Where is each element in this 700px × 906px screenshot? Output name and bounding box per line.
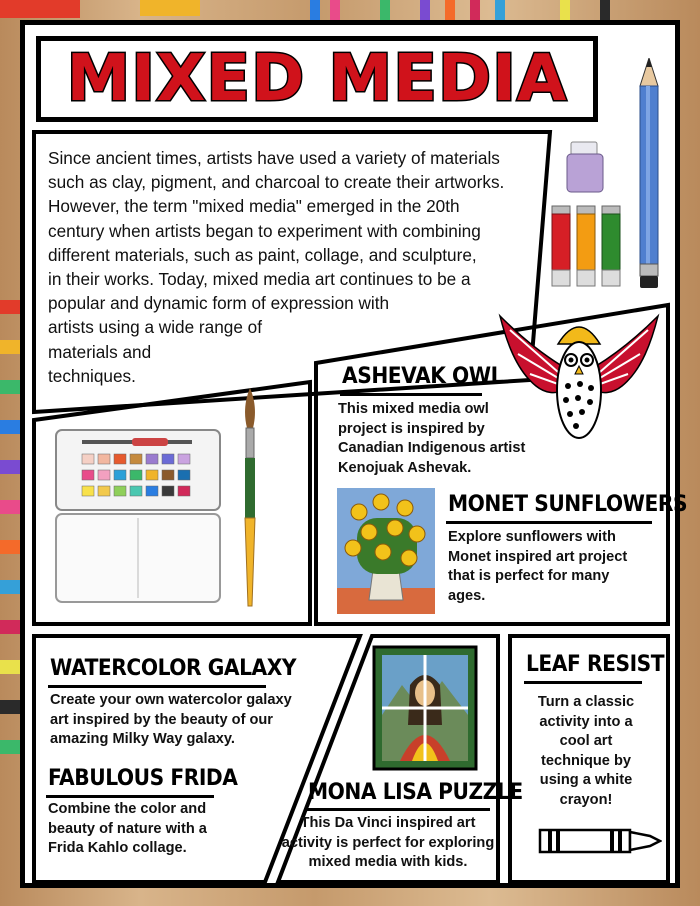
intro-line: techniques.: [48, 365, 136, 386]
text-line: art inspired by the beauty of our: [50, 711, 273, 728]
text-line: crayon!: [559, 791, 613, 808]
glue-bottle-icon: [563, 140, 607, 196]
intro-line: century when artists began to experiment with combining: [48, 220, 481, 241]
intro-paragraph: [48, 146, 528, 388]
text-line: Explore sunflowers with: [448, 529, 616, 545]
watercolor-palette-icon: [52, 426, 224, 606]
intro-line: However, the term "mixed media" emerged in the 20th: [48, 196, 460, 217]
text-line: Combine the color and: [48, 801, 207, 817]
heading-underline: [524, 681, 642, 684]
text-line: activity is perfect for exploring: [281, 834, 495, 851]
fabulous-frida-heading: FABULOUS FRIDA: [48, 766, 238, 791]
paint-tubes-icon: [550, 204, 624, 288]
intro-line: popular and dynamic form of expression with: [48, 293, 390, 314]
intro-line: different materials, such as paint, collage, and sculpture,: [48, 244, 477, 265]
heading-underline: [46, 795, 214, 798]
watercolor-galaxy-heading: WATERCOLOR GALAXY: [50, 656, 297, 681]
heading-underline: [340, 393, 482, 396]
text-line: mixed media with kids.: [308, 854, 468, 870]
leaf-resist-heading: LEAF RESIST: [526, 652, 665, 677]
text-line: Kenojuak Ashevak.: [338, 459, 472, 476]
text-line: ages.: [448, 587, 486, 604]
monet-sunflowers-text: [448, 528, 648, 606]
text-line: Turn a classic: [537, 694, 635, 710]
intro-line: in their works. Today, mixed media art continues to be a: [48, 269, 471, 290]
crayon-icon: [538, 826, 662, 856]
fabulous-frida-text: [48, 800, 248, 859]
text-line: Frida Kahlo collage.: [48, 840, 187, 856]
monet-sunflowers-heading: MONET SUNFLOWERS: [448, 492, 688, 517]
heading-underline: [48, 685, 266, 688]
text-line: technique by: [540, 752, 631, 769]
text-line: beauty of nature with a: [48, 820, 207, 837]
heading-underline: [306, 808, 490, 811]
intro-line: materials and: [48, 341, 152, 362]
ashevak-owl-heading: ASHEVAK OWL: [342, 364, 504, 389]
text-line: cool art: [559, 733, 613, 749]
intro-line: Since ancient times, artists have used a variety of materials: [48, 148, 500, 168]
text-line: amazing Milky Way galaxy.: [50, 731, 235, 747]
text-line: using a white: [539, 772, 633, 788]
pencil-icon: [636, 58, 662, 290]
mona-lisa-puzzle-heading: MONA LISA PUZZLE: [308, 780, 523, 805]
mona-lisa-puzzle-text: [258, 814, 518, 873]
heading-underline: [446, 521, 652, 524]
colored-pencils-top-icon: [0, 0, 700, 22]
title-banner: [36, 36, 598, 122]
text-line: that is perfect for many: [448, 568, 610, 584]
paintbrush-icon: [238, 388, 262, 610]
text-line: This Da Vinci inspired art: [300, 815, 476, 831]
watercolor-galaxy-text: [50, 691, 320, 750]
text-line: Canadian Indigenous artist: [338, 440, 526, 456]
text-line: Create your own watercolor galaxy: [50, 692, 292, 708]
text-line: Monet inspired art project: [448, 548, 628, 565]
intro-line: such as clay, pigment, and charcoal to create their artworks.: [48, 172, 505, 193]
intro-line: artists using a wide range of: [48, 317, 263, 338]
text-line: project is inspired by: [338, 420, 485, 437]
ashevak-owl-text: [338, 400, 548, 478]
colored-pencils-left-icon: [0, 300, 22, 860]
text-line: activity into a: [539, 713, 633, 730]
sunflowers-painting-icon: [337, 488, 435, 614]
page-title: MIXED MEDIA: [66, 42, 568, 116]
text-line: This mixed media owl: [338, 401, 489, 417]
leaf-resist-text: [514, 693, 658, 810]
mona-lisa-puzzle-icon: [372, 645, 478, 771]
